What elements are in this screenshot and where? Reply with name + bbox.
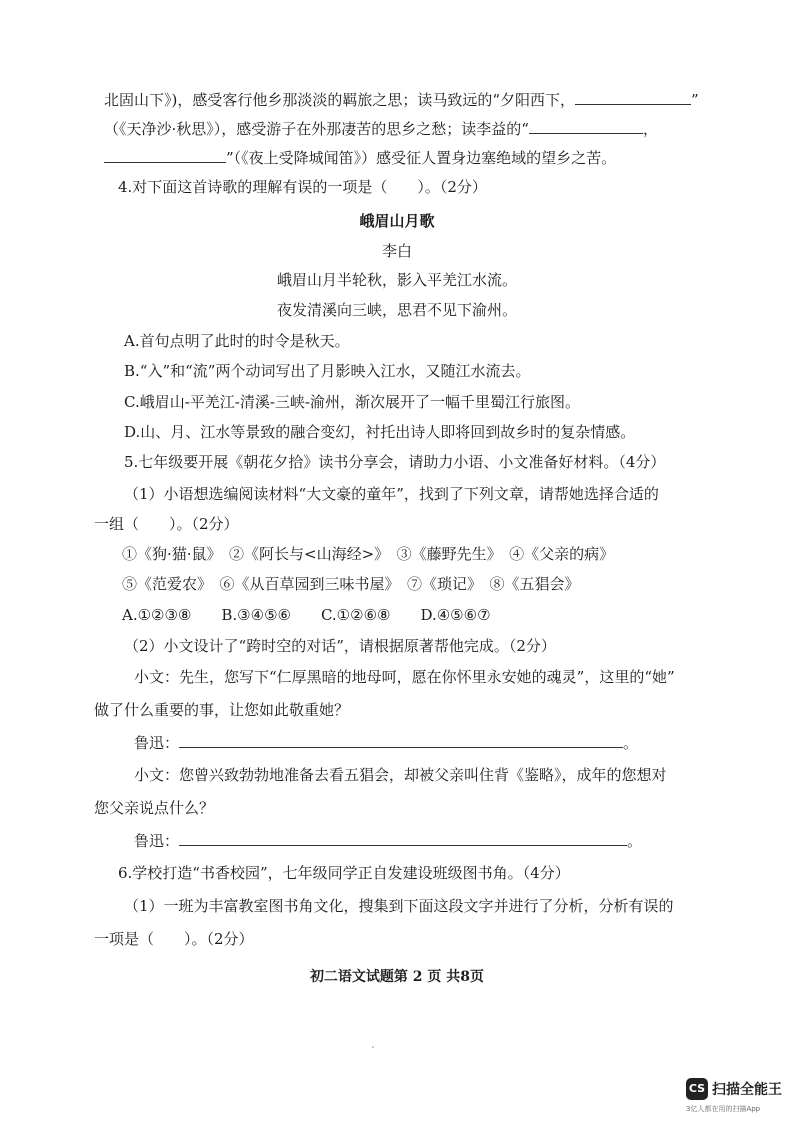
reply-label: 鲁迅： (134, 734, 180, 752)
prev-text-line-3 (104, 148, 616, 168)
q5-sub2-stem: （2）小文设计了“跨时空的对话”，请根据原著帮他完成。（2分） (124, 637, 556, 655)
q6-sub1-line-1: （1）一班为丰富教室图书角文化，搜集到下面这段文字并进行了分析，分析有误的 (124, 897, 674, 915)
poem-line-1: 峨眉山月半轮秋，影入平羌江水流。 (276, 271, 517, 289)
prev-text-2a: （《天净沙·秋思》），感受游子在外那凄苦的思乡之愁；读李益的“ (104, 120, 529, 138)
prev-text-line-2 (104, 119, 658, 139)
q5-dialog-1-line-2: 做了什么重要的事，让您如此敬重她？ (94, 701, 350, 719)
reply-label: 鲁迅： (134, 832, 180, 850)
q6-sub1-line-2: 一项是（ ）。（2分） (94, 930, 254, 948)
watermark-name: 扫描全能王 (712, 1082, 782, 1098)
poem-title: 峨眉山月歌 (359, 212, 435, 230)
q5-dialog-1-line-1: 小文：先生，您写下“仁厚黑暗的地母呵，愿在你怀里永安她的魂灵”，这里的“她” (134, 668, 675, 686)
page-footer: 初二语文试题第 2 页 共8页 (309, 969, 485, 985)
q4-stem: 4.对下面这首诗歌的理解有误的一项是（ ）。（2分） (118, 178, 487, 196)
poem-line-2: 夜发清溪向三峡，思君不见下渝州。 (276, 301, 517, 319)
answer-blank[interactable] (575, 90, 691, 105)
q5-sub1-line-1: （1）小语想选编阅读材料“大文豪的童年”，找到了下列文章，请帮她选择合适的 (124, 485, 659, 503)
q5-sub1-line-2: 一组（ ）。（2分） (94, 515, 239, 533)
q5-answer-choices[interactable]: A.①②③⑧ B.③④⑤⑥ C.①②⑥⑧ D.④⑤⑥⑦ (122, 606, 491, 624)
answer-blank[interactable] (104, 148, 226, 163)
prev-text-2b: ， (642, 120, 658, 138)
q5-dialog-2-line-2: 您父亲说点什么？ (94, 799, 215, 817)
reply-answer-blank[interactable] (179, 831, 627, 846)
reply-end: 。 (623, 734, 639, 752)
reply-end: 。 (627, 832, 643, 850)
q4-option-d[interactable]: D.山、月、江水等景致的融合变幻，衬托出诗人即将回到故乡时的复杂情感。 (124, 423, 636, 441)
reply-answer-blank[interactable] (179, 733, 623, 748)
q5-reply-2 (134, 831, 642, 851)
q5-stem: 5.七年级要开展《朝花夕拾》读书分享会，请助力小语、小文准备好材料。（4分） (124, 453, 666, 471)
q5-articles-row-1: ①《狗·猫·鼠》 ②《阿长与<山海经>》 ③《藤野先生》 ④《父亲的病》 (122, 545, 615, 563)
q5-articles-row-2: ⑤《范爱农》 ⑥《从百草园到三味书屋》 ⑦《琐记》 ⑧《五猖会》 (122, 575, 580, 593)
answer-blank[interactable] (529, 119, 643, 134)
q4-option-a[interactable]: A.首句点明了此时的时令是秋天。 (124, 332, 350, 350)
q4-option-b[interactable]: B.“入”和“流”两个动词写出了月影映入江水，又随江水流去。 (124, 362, 531, 380)
scan-speck (372, 1046, 374, 1048)
poem-author: 李白 (381, 242, 412, 260)
prev-text-1b: ” (691, 91, 699, 109)
q5-reply-1 (134, 733, 638, 753)
q6-stem: 6.学校打造“书香校园”，七年级同学正自发建设班级图书角。（4分） (118, 864, 570, 882)
q4-option-c[interactable]: C.峨眉山-平羌江-清溪-三峡-渝州，渐次展开了一幅千里蜀江行旅图。 (124, 393, 580, 411)
q5-dialog-2-line-1: 小文：您曾兴致勃勃地准备去看五猖会，却被父亲叫住背《鉴略》，成年的您想对 (134, 766, 667, 784)
prev-text-line-1 (104, 90, 699, 110)
prev-text-3b: ”（《夜上受降城闻笛》）感受征人置身边塞绝域的望乡之苦。 (226, 149, 617, 167)
watermark-subtitle: 3亿人都在用的扫描App (686, 1105, 761, 1113)
cs-logo-icon: CS (686, 1078, 708, 1100)
scanner-watermark (686, 1078, 794, 1120)
prev-text-1a: 北固山下》)，感受客行他乡那淡淡的羁旅之思；读马致远的“夕阳西下， (104, 91, 576, 109)
